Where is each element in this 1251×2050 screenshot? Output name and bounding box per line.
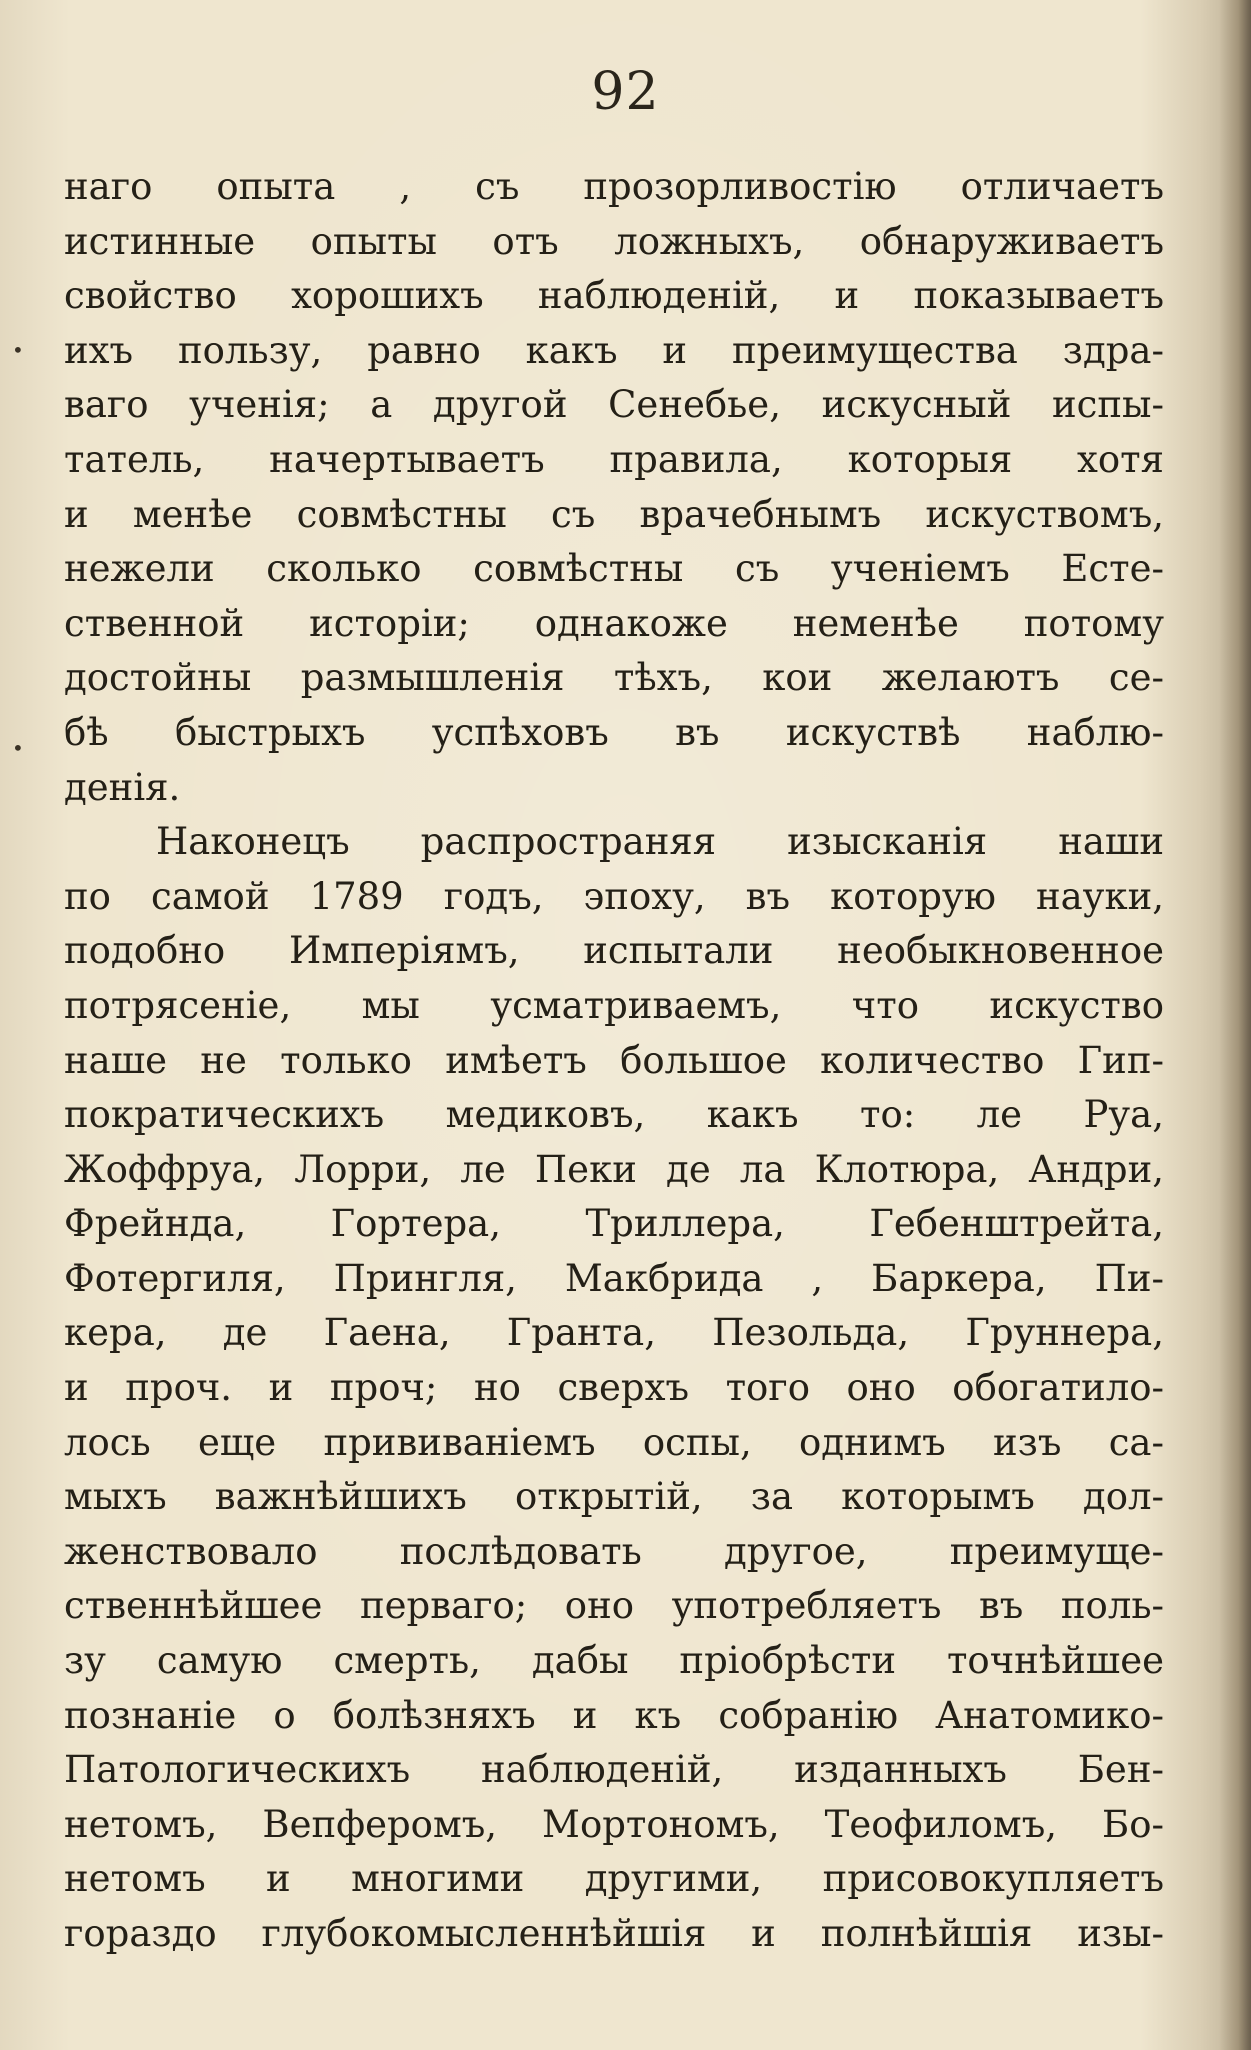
text-line-24: лось еще прививаніемъ оспы, однимъ изъ са-: [64, 1420, 1164, 1464]
text-line-21: Фотергиля, Прингля, Макбрида , Баркера, Пи-: [64, 1256, 1164, 1300]
margin-mark: •: [12, 338, 24, 362]
text-line-33: гораздо глубокомысленнѣйшія и полнѣйшія изы-: [64, 1912, 1164, 1955]
page-edge-shadow: [1219, 0, 1251, 2050]
text-line-22: кера, де Гаена, Гранта, Пезольда, Груннера,: [64, 1311, 1164, 1355]
text-line-23: и проч. и проч; но сверхъ того оно обогатило-: [64, 1366, 1164, 1410]
text-line-4: ихъ пользу, равно какъ и преимущества здра-: [64, 328, 1164, 372]
text-line-26: женствовало послѣдовать другое, преимуще-: [64, 1529, 1164, 1573]
text-line-16: потрясеніе, мы усматриваемъ, что искуство: [64, 983, 1164, 1027]
text-line-12: денія.: [64, 765, 181, 809]
body-text: [64, 160, 1164, 1962]
text-line-25: мыхъ важнѣйшихъ открытій, за которымъ дол-: [64, 1475, 1164, 1519]
text-line-14: по самой 1789 годъ, эпоху, въ которую науки,: [64, 874, 1164, 918]
text-line-28: зу самую смерть, дабы пріобрѣсти точнѣйшее: [64, 1639, 1164, 1683]
text-line-13: Наконецъ распространяя изысканія наши: [156, 820, 1164, 864]
text-line-30: Патологическихъ наблюденій, изданныхъ Бен-: [64, 1748, 1164, 1792]
text-line-7: и менѣе совмѣстны съ врачебнымъ искуствомъ,: [64, 492, 1164, 536]
text-line-5: ваго ученія; а другой Сенебье, искусный испы-: [64, 383, 1164, 427]
text-line-18: пократическихъ медиковъ, какъ то: ле Руа,: [64, 1093, 1164, 1137]
text-line-27: ственнѣйшее перваго; оно употребляетъ въ поль-: [64, 1584, 1164, 1628]
margin-mark: •: [12, 736, 24, 760]
text-line-32: нетомъ и многими другими, присовокупляетъ: [64, 1857, 1164, 1901]
text-line-2: истинные опыты отъ ложныхъ, обнаруживаетъ: [64, 219, 1164, 263]
text-line-19: Жоффруа, Лорри, ле Пеки де ла Клотюра, Андри,: [64, 1147, 1164, 1191]
page-number: 92: [591, 62, 660, 122]
text-line-10: достойны размышленія тѣхъ, кои желаютъ се-: [64, 656, 1164, 700]
text-line-15: подобно Имперіямъ, испытали необыкновенное: [64, 929, 1164, 973]
text-line-11: бѣ быстрыхъ успѣховъ въ искуствѣ наблю-: [64, 710, 1164, 754]
text-line-31: нетомъ, Вепферомъ, Мортономъ, Теофиломъ, Бо-: [64, 1802, 1164, 1846]
text-line-3: свойство хорошихъ наблюденій, и показываетъ: [64, 274, 1164, 318]
text-line-9: ственной исторіи; однакоже неменѣе потому: [64, 601, 1164, 645]
text-line-8: нежели сколько совмѣстны съ ученіемъ Есте-: [64, 547, 1164, 591]
text-line-1: наго опыта , съ прозорливостію отличаетъ: [64, 165, 1164, 208]
text-line-20: Фрейнда, Гортера, Триллера, Гебенштрейта,: [64, 1202, 1164, 1246]
text-line-29: познаніе о болѣзняхъ и къ собранію Анатомико-: [64, 1693, 1164, 1737]
text-line-17: наше не только имѣетъ большое количество Гип-: [64, 1038, 1164, 1082]
text-line-6: татель, начертываетъ правила, которыя хотя: [64, 437, 1164, 481]
